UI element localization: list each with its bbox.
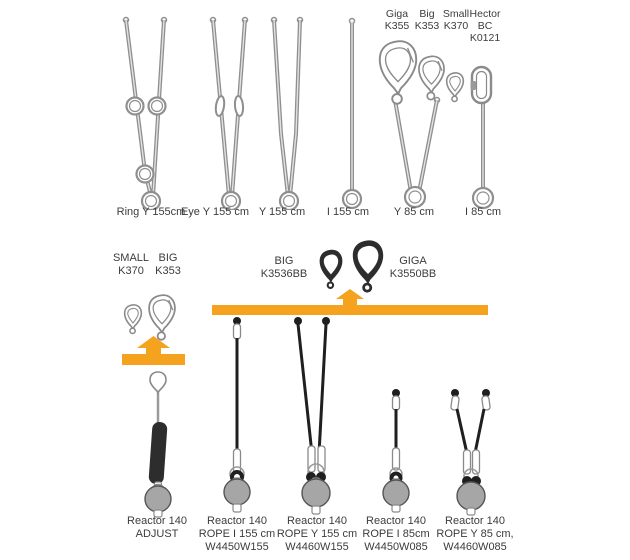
mid-label-big-k3536bb: BIG K3536BB bbox=[260, 255, 308, 280]
reactor-rope-i155-figure bbox=[215, 316, 259, 516]
connector-label-big-k353: Big K353 bbox=[414, 8, 440, 32]
mid-label-big-k353: BIG K353 bbox=[155, 252, 181, 277]
reactor-rope-y155-figure bbox=[285, 316, 349, 516]
product-label-rope-y155: Reactor 140 ROPE Y 155 cm W4460W155 bbox=[276, 515, 358, 553]
lanyard-i-85-figure bbox=[458, 96, 508, 210]
reactor-rope-i85-figure bbox=[374, 388, 418, 516]
lanyard-y-85-figure bbox=[383, 96, 449, 210]
product-label-rope-y85: Reactor 140 ROPE Y 85 cm, W4460W085 bbox=[436, 515, 514, 553]
mid-label-giga-k3550bb: GIGA K3550BB bbox=[389, 255, 437, 280]
big-black-hook-icon bbox=[316, 243, 346, 295]
lanyard-i-155-figure bbox=[330, 16, 374, 210]
adjust-compatibility-arrow-icon bbox=[122, 335, 185, 365]
hector-carabiner-icon bbox=[468, 64, 495, 106]
lanyard-ring-y-155-figure bbox=[112, 14, 192, 210]
connector-label-giga-k355: Giga K355 bbox=[384, 8, 410, 32]
mid-label-small-k370: SMALL K370 bbox=[112, 252, 150, 277]
lanyard-label-y-155: Y 155 cm bbox=[258, 206, 306, 218]
rope-compatibility-arrow-bar-icon bbox=[212, 289, 488, 315]
product-label-rope-i85: Reactor 140 ROPE I 85cm W4450W085 bbox=[362, 515, 430, 553]
lanyard-label-y-85: Y 85 cm bbox=[393, 206, 435, 218]
lanyard-label-eye-y-155: Eye Y 155 cm bbox=[180, 206, 250, 218]
reactor-adjust-figure bbox=[131, 370, 185, 518]
connector-label-hector-bc-k0121: Hector BC K0121 bbox=[469, 8, 501, 44]
giga-black-hook-icon bbox=[348, 237, 388, 295]
lanyard-label-i-155: I 155 cm bbox=[326, 206, 370, 218]
mid-small-hook-icon bbox=[122, 303, 144, 335]
lanyard-label-i-85: I 85 cm bbox=[464, 206, 502, 218]
lanyard-label-ring-y-155: Ring Y 155cm bbox=[116, 206, 186, 218]
connector-label-small-k370: Small K370 bbox=[442, 8, 470, 32]
product-label-rope-i155: Reactor 140 ROPE I 155 cm W4450W155 bbox=[198, 515, 276, 553]
reactor-rope-y85-figure bbox=[442, 388, 500, 516]
lanyard-y-155-figure bbox=[260, 14, 324, 210]
product-label-reactor-adjust: Reactor 140 ADJUST bbox=[127, 515, 187, 540]
small-hook-icon bbox=[444, 70, 466, 104]
